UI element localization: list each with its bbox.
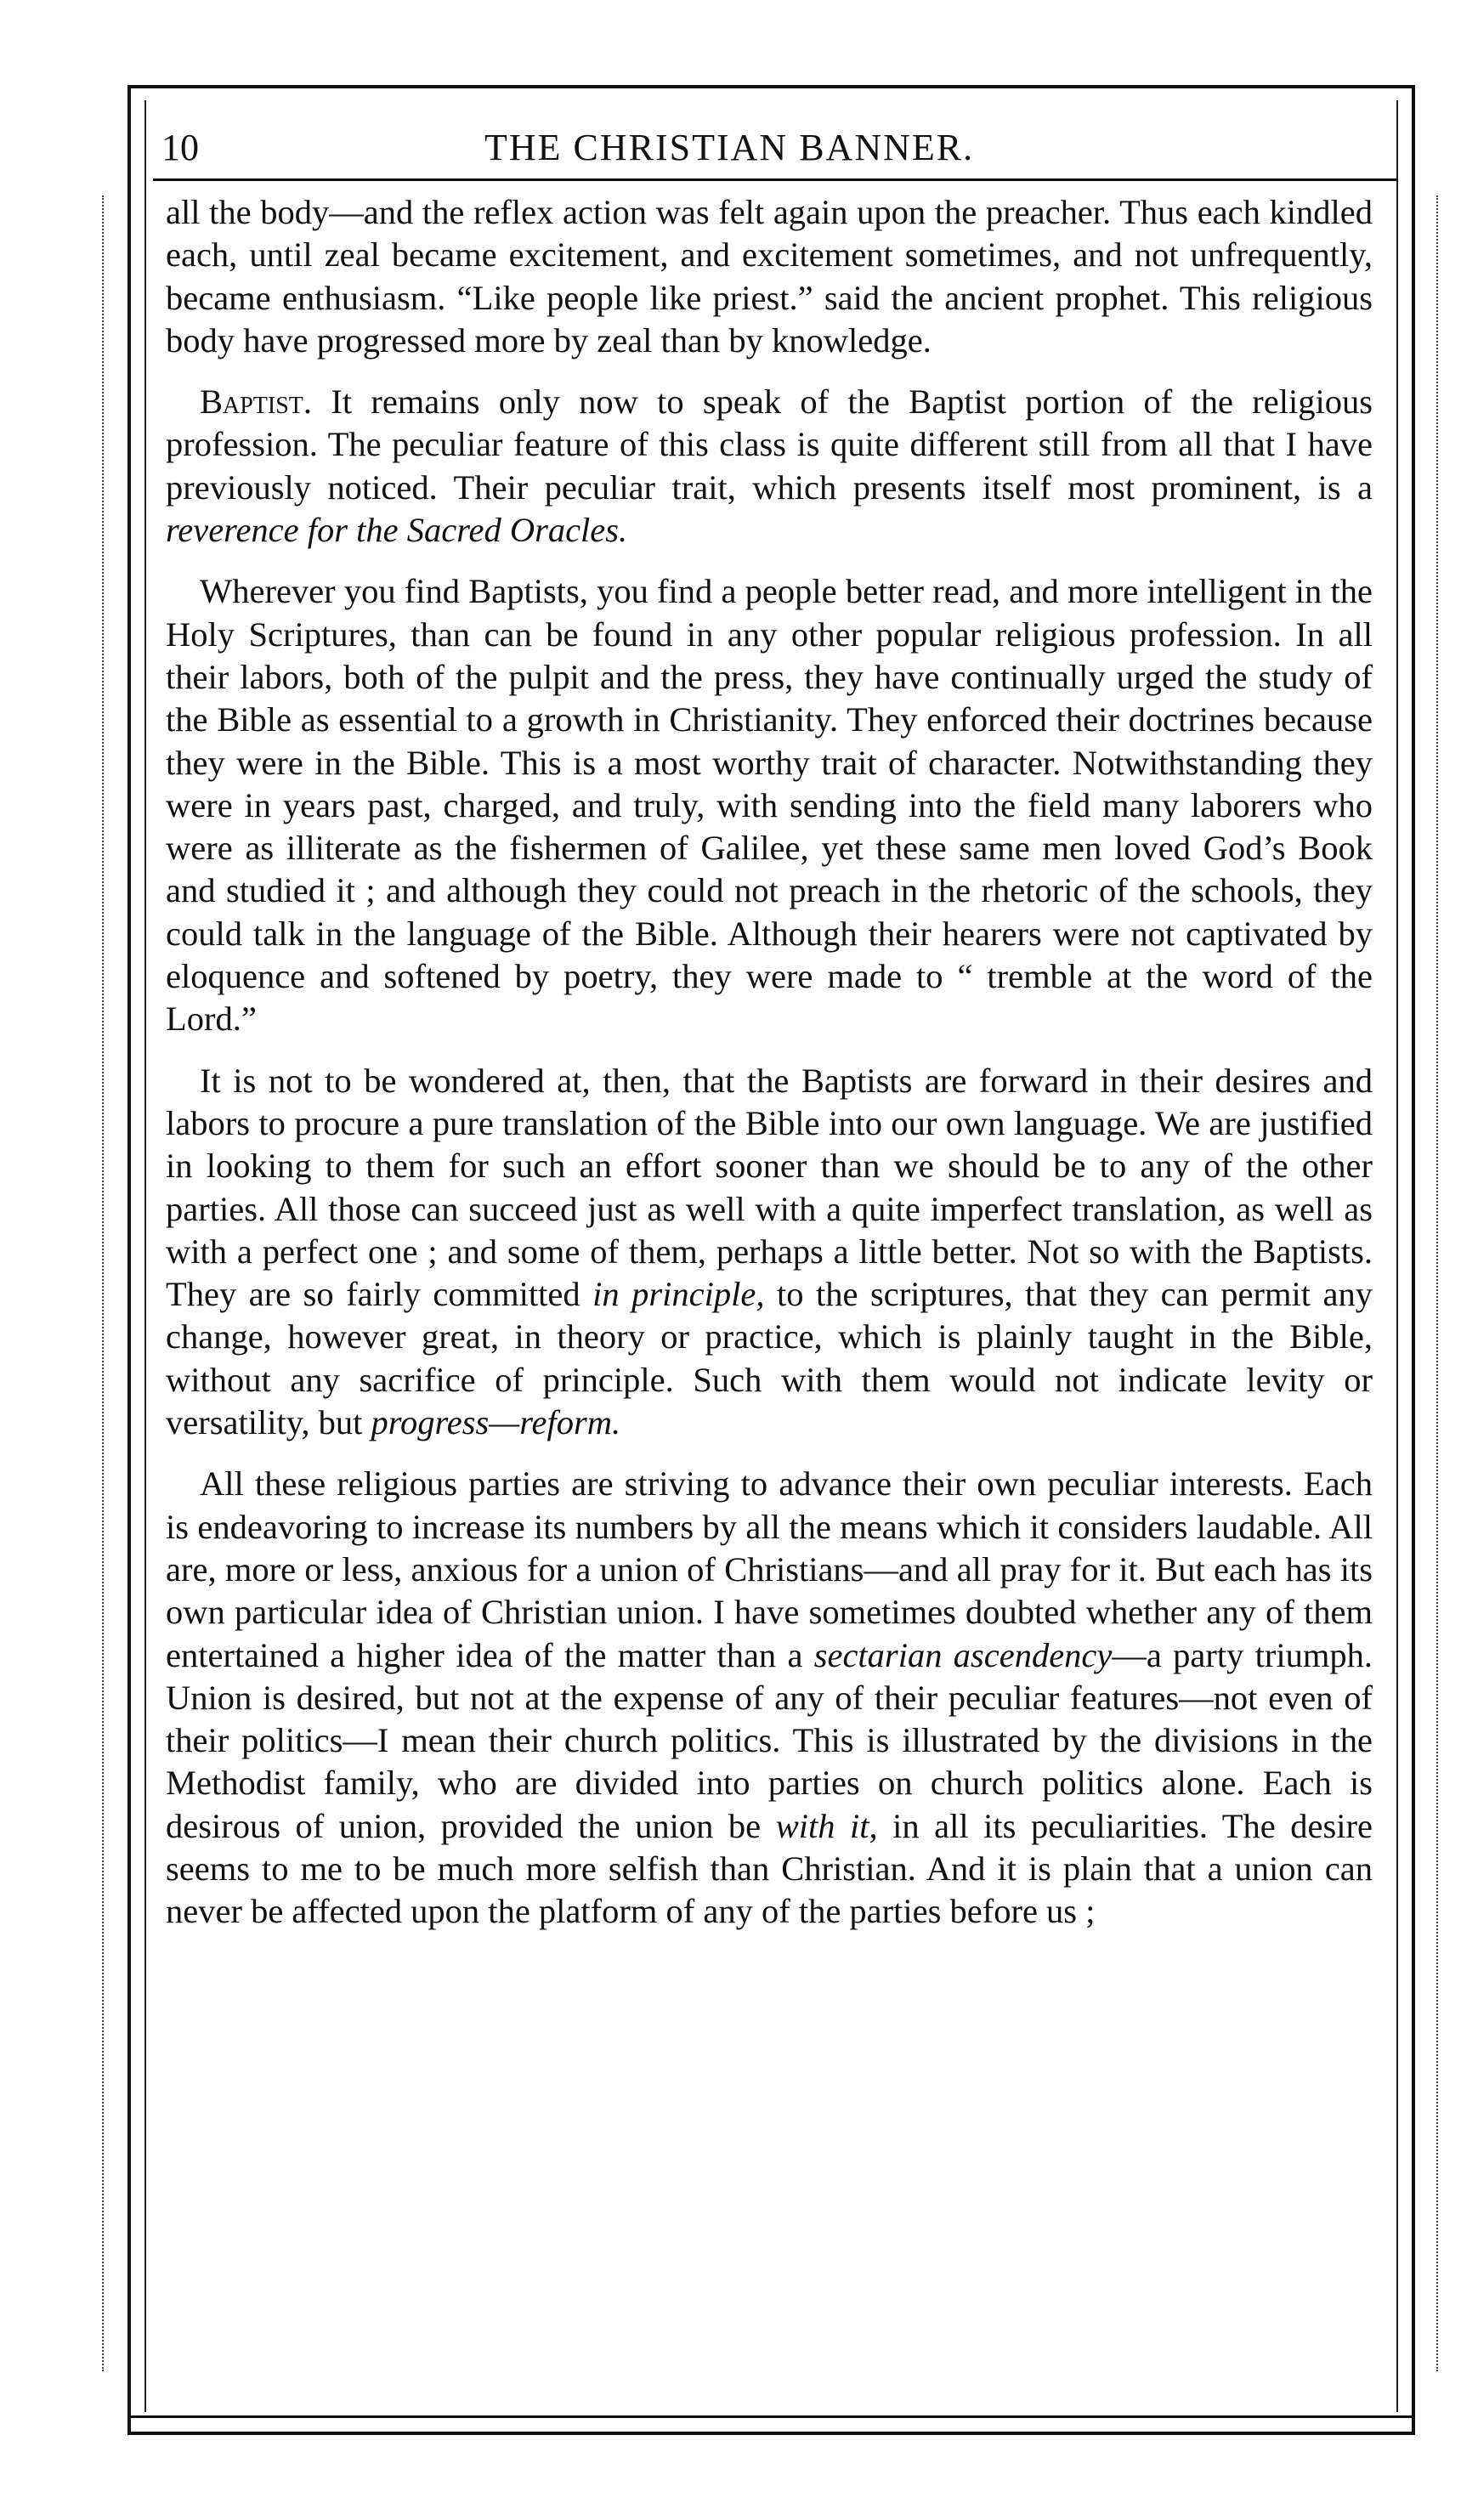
paragraph-5-part-c: in all its peculiarities. The desire seems to me to be much more selfish than Christian. And it is plain that a union can never be affected upon the platform of any of the parties before us ; bbox=[166, 1806, 1373, 1931]
section-lead-baptist: Baptist. bbox=[200, 382, 313, 422]
article-body bbox=[166, 191, 1373, 1934]
paragraph-5-italic-1: sectarian ascendency bbox=[813, 1635, 1113, 1674]
paragraph-1: all the body—and the reflex action was felt again upon the preacher. Thus each kindled each, until zeal became excitement, and excitement sometimes, and not unfrequently, became enthusiasm. “Like people like priest.” said the ancient prophet. This religious body have progressed more by zeal than by knowledge. bbox=[166, 193, 1373, 360]
paragraph-2 bbox=[166, 381, 1373, 552]
paragraph-5 bbox=[166, 1463, 1373, 1933]
paragraph-4-italic-2: progress—reform. bbox=[371, 1403, 621, 1442]
paragraph-5-part-a: All these religious parties are striving to advance their own peculiar interests. Each is endeavoring to increase its numbers by all the means which it considers laudable. All are, more or less, anxious for a union of Christians—and all pray for it. But each has its own particular idea of Christian union. I have sometimes doubted whether any of them entertained a higher idea of the matter than a bbox=[166, 1464, 1373, 1674]
paragraph-2-body: It remains only now to speak of the Baptist portion of the religious profession. The peculiar feature of this class is quite different still from all that I have previously noticed. Their peculiar trait, which presents itself most prominent, is a bbox=[166, 382, 1373, 507]
paragraph-3: Wherever you find Baptists, you find a people better read, and more intelligent in the Holy Scriptures, than can be found in any other popular religious profession. In all their labors, both of the pulpit and the press, they have continually urged the study of the Bible as essential to a growth in Christianity. They enforced their doctrines because they were in the Bible. This is a most worthy trait of character. Notwithstanding they were in years past, charged, and truly, with sending into the field many laborers who were as illiterate as the fishermen of Galilee, yet these same men loved God’s Book and studied it ; and although they could not preach in the rhetoric of the schools, they could talk in the language of the Bible. Although their hearers were not captivated by eloquence and softened by poetry, they were made to “ tremble at the word of the Lord.” bbox=[166, 572, 1373, 1039]
paragraph-2-italic: reverence for the Sacred Oracles. bbox=[166, 511, 628, 550]
paragraph-5-italic-2: with it, bbox=[775, 1806, 878, 1845]
running-title: THE CHRISTIAN BANNER. bbox=[484, 127, 975, 168]
paragraph-5-part-b: —a party triumph. Union is desired, but not at the expense of any of their peculiar features—not even of their politics—I mean their church politics. This is illustrated by the divisions in the Methodist family, who are divided into parties on church politics alone. Each is desirous of union, provided the union be bbox=[166, 1635, 1373, 1845]
left-margin-marks bbox=[102, 195, 109, 2371]
paragraph-4 bbox=[166, 1060, 1373, 1445]
paragraph-4-part-b: to the scriptures, that they can permit any change, however great, in theory or practice, which is plainly taught in the Bible, without any sacrifice of principle. Such with them would not indicate levity or versatility, but bbox=[166, 1275, 1373, 1442]
page-header bbox=[161, 119, 1385, 178]
right-margin-marks bbox=[1436, 195, 1443, 2371]
paragraph-4-italic-1: in principle, bbox=[592, 1275, 765, 1314]
header-rule bbox=[153, 178, 1398, 181]
paragraph-4-part-a: It is not to be wondered at, then, that the Baptists are forward in their desires and labors to procure a pure translation of the Bible into our own language. We are justified in looking to them for such an effort sooner than we should be to any of the other parties. All those can succeed just as well with a quite imperfect translation, as well as with a perfect one ; and some of them, perhaps a little better. Not so with the Baptists. They are so fairly committed bbox=[166, 1061, 1373, 1314]
page-number: 10 bbox=[161, 127, 199, 168]
footer-rule bbox=[127, 2415, 1415, 2418]
